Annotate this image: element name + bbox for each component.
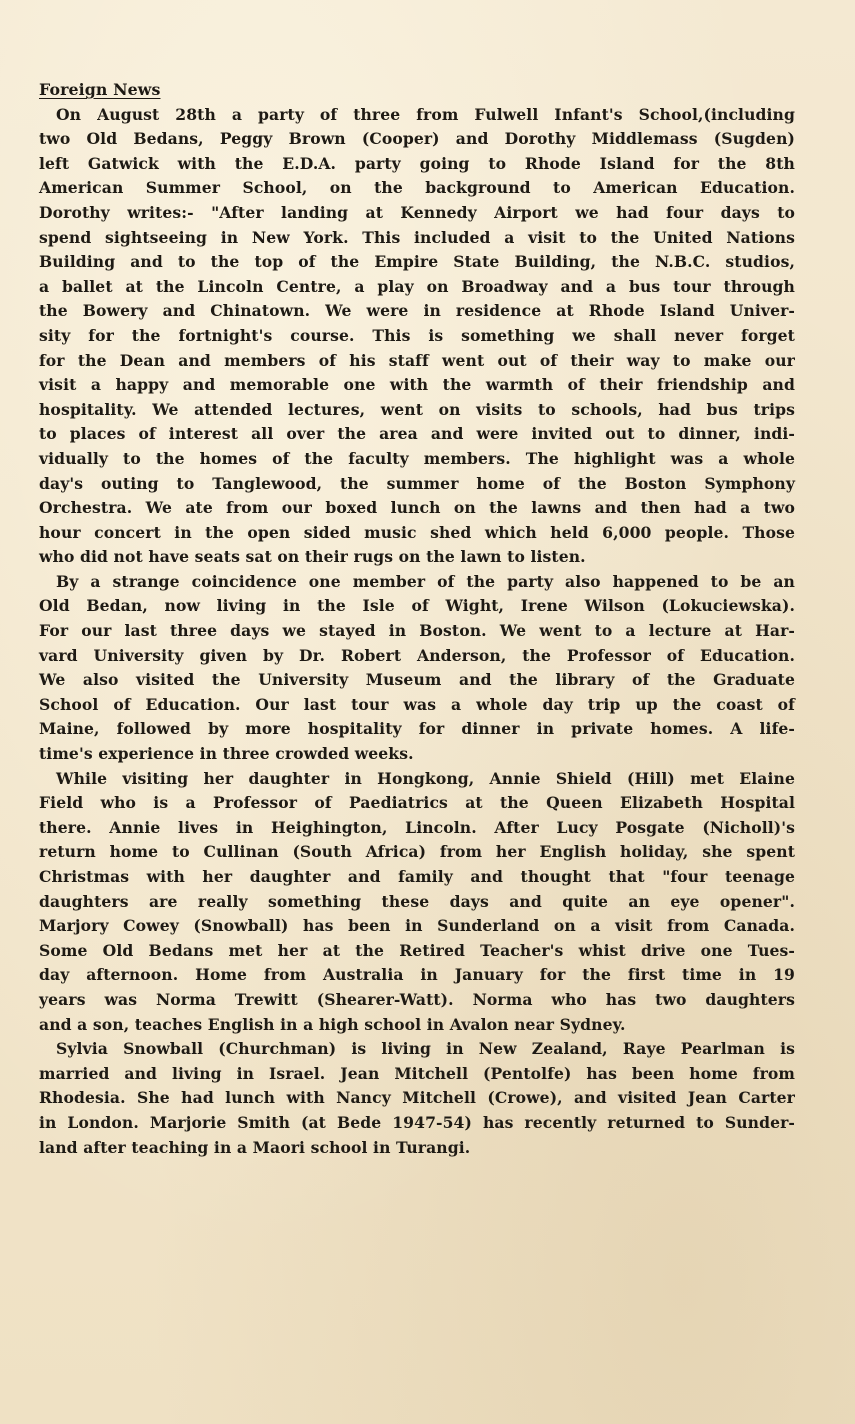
text-line: there. Annie lives in Heighington, Lincoln. After Lucy Posgate (Nicholl)'s xyxy=(39,817,795,837)
text-line: Field who is a Professor of Paediatrics at the Queen Elizabeth Hospital xyxy=(39,793,795,813)
text-line: hour concert in the open sided music shed which held 6,000 people. Those xyxy=(39,522,795,542)
text-line: years was Norma Trewitt (Shearer-Watt). Norma who has two daughters xyxy=(39,989,795,1009)
text-line: and a son, teaches English in a high school in Avalon near Sydney. xyxy=(39,1014,626,1034)
paragraph-new-zealand xyxy=(39,1037,795,1160)
text-line: hospitality. We attended lectures, went on visits to schools, had bus trips xyxy=(39,399,795,419)
paragraph-boston xyxy=(39,570,795,767)
text-line: land after teaching in a Maori school in Turangi. xyxy=(39,1137,471,1157)
text-line: School of Education. Our last tour was a whole day trip up the coast of xyxy=(39,694,795,714)
text-line: to places of interest all over the area and were invited out to dinner, indi- xyxy=(39,424,795,444)
text-line: sity for the fortnight's course. This is something we shall never forget xyxy=(39,325,795,345)
text-line: married and living in Israel. Jean Mitchell (Pentolfe) has been home from xyxy=(39,1063,795,1083)
text-line: in London. Marjorie Smith (at Bede 1947-54) has recently returned to Sunder- xyxy=(39,1112,795,1132)
text-line: We also visited the University Museum and the library of the Graduate xyxy=(39,670,795,690)
text-line: a ballet at the Lincoln Centre, a play on Broadway and a bus tour through xyxy=(39,276,795,296)
text-line: left Gatwick with the E.D.A. party going to Rhode Island for the 8th xyxy=(39,153,795,173)
text-line: Rhodesia. She had lunch with Nancy Mitchell (Crowe), and visited Jean Carter xyxy=(39,1088,795,1108)
text-line: While visiting her daughter in Hongkong, Annie Shield (Hill) met Elaine xyxy=(56,768,795,788)
paragraph-rhode-island xyxy=(39,103,795,570)
text-line: By a strange coincidence one member of the party also happened to be an xyxy=(56,571,795,591)
text-line: two Old Bedans, Peggy Brown (Cooper) and Dorothy Middlemass (Sugden) xyxy=(39,129,795,149)
text-line: Some Old Bedans met her at the Retired Teacher's whist drive one Tues- xyxy=(39,940,795,960)
text-line: Marjory Cowey (Snowball) has been in Sunderland on a visit from Canada. xyxy=(39,916,795,936)
text-line: American Summer School, on the background to American Education. xyxy=(39,178,795,198)
text-line: for the Dean and members of his staff went out of their way to make our xyxy=(39,350,795,370)
text-line: time's experience in three crowded weeks. xyxy=(39,744,414,764)
text-line: Old Bedan, now living in the Isle of Wight, Irene Wilson (Lokuciewska). xyxy=(39,596,795,616)
text-line: vidually to the homes of the faculty members. The highlight was a whole xyxy=(39,448,795,468)
text-line: Orchestra. We ate from our boxed lunch on the lawns and then had a two xyxy=(39,498,795,518)
text-line: day's outing to Tanglewood, the summer home of the Boston Symphony xyxy=(39,473,795,493)
text-line: Christmas with her daughter and family and thought that "four teenage xyxy=(39,867,795,886)
text-line: Building and to the top of the Empire State Building, the N.B.C. studios, xyxy=(39,252,795,272)
text-line: vard University given by Dr. Robert Anderson, the Professor of Education. xyxy=(39,645,795,665)
text-line: For our last three days we stayed in Boston. We went to a lecture at Har- xyxy=(39,621,795,641)
text-line: return home to Cullinan (South Africa) from her English holiday, she spent xyxy=(39,842,795,862)
text-line: spend sightseeing in New York. This included a visit to the United Nations xyxy=(39,227,795,247)
text-line: visit a happy and memorable one with the warmth of their friendship and xyxy=(39,375,795,395)
section-heading: Foreign News xyxy=(39,80,161,99)
foreign-news-article xyxy=(39,78,795,1160)
text-line: day afternoon. Home from Australia in January for the first time in 19 xyxy=(39,965,795,985)
text-line: On August 28th a party of three from Fulwell Infant's School,(including xyxy=(56,104,795,124)
text-line: Dorothy writes:- "After landing at Kennedy Airport we had four days to xyxy=(39,202,795,222)
paragraph-hongkong xyxy=(39,767,795,1038)
text-line: who did not have seats sat on their rugs on the lawn to listen. xyxy=(39,547,586,567)
text-line: the Bowery and Chinatown. We were in residence at Rhode Island Univer- xyxy=(39,301,795,321)
text-line: Maine, followed by more hospitality for dinner in private homes. A life- xyxy=(39,719,795,739)
text-line: Sylvia Snowball (Churchman) is living in New Zealand, Raye Pearlman is xyxy=(56,1039,795,1059)
text-line: daughters are really something these days and quite an eye opener". xyxy=(39,891,795,911)
